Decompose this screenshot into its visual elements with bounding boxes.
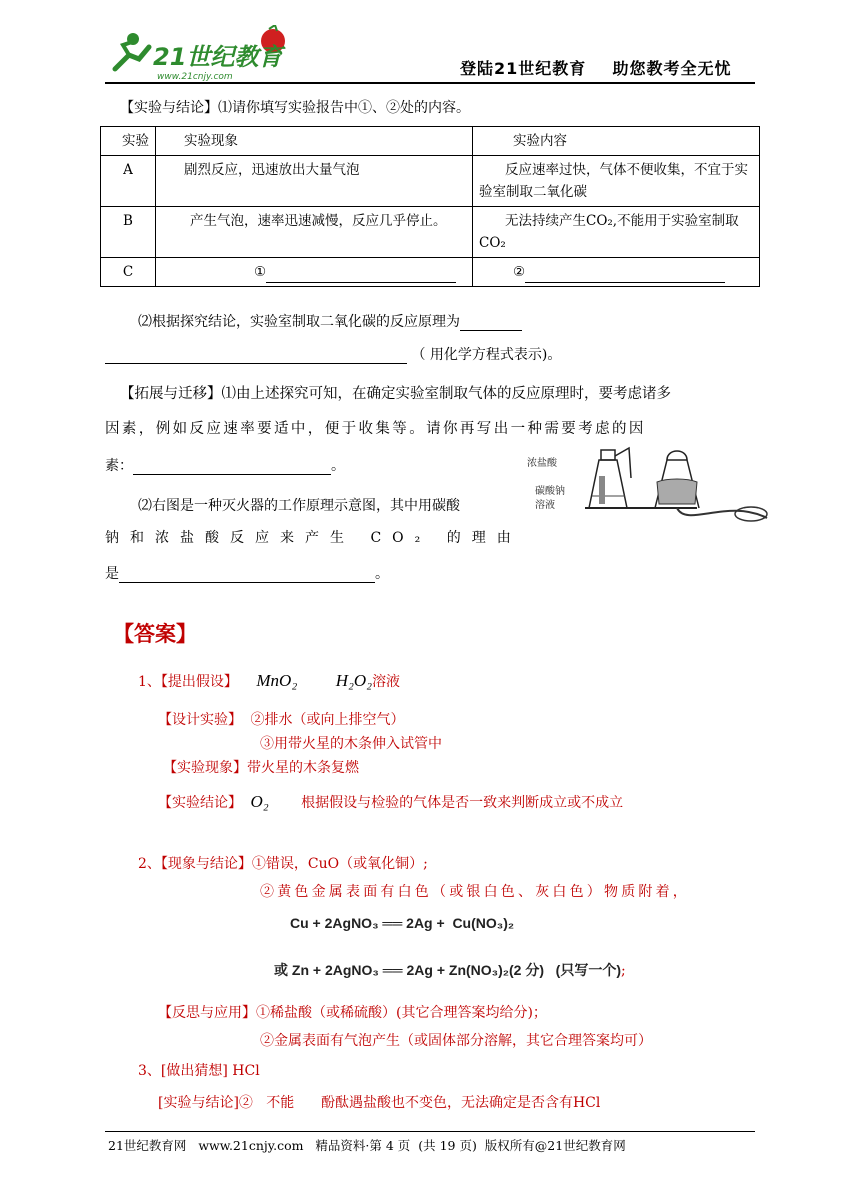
experiment-intro: 【实验与结论】⑴请你填写实验报告中①、②处的内容。 (120, 100, 470, 116)
header-cell: 实验 (101, 127, 156, 156)
extension-line-1: 【拓展与迁移】⑴由上述探究可知，在确定实验室制取气体的反应原理时，要考虑诸多 (120, 386, 671, 402)
extension-line-6-prefix: 是 (105, 566, 119, 582)
answer-blank-5[interactable] (133, 474, 331, 475)
logo-url: www.21cnjy.com (157, 72, 233, 82)
answer-1-label: 1、【提出假设】 (138, 674, 238, 690)
h2o2-formula: H₂O₂ (335, 671, 373, 690)
o2-formula: O₂ (250, 792, 269, 811)
page-footer: 21世纪教育网 www.21cnjy.com 精品资料·第 4 页 (共 19 页) 版权所有@21世纪教育网 (108, 1138, 626, 1153)
answer-2-label: 2、【现象与结论】 (138, 856, 252, 872)
equation-tail: ; (621, 963, 626, 979)
answer-title: 【答案】 (113, 622, 197, 646)
header-divider (105, 82, 755, 84)
reflection-label: 【反思与应用】 (158, 1005, 256, 1021)
answer-blank-2[interactable] (525, 282, 725, 283)
figure-label: 溶液 (535, 500, 555, 511)
equation-cu: Cu + 2AgNO₃ ══ 2Ag + Cu(NO₃)₂ (290, 915, 515, 931)
row-id: C (101, 258, 156, 287)
header-cell: 实验现象 (156, 127, 473, 156)
extinguisher-diagram (527, 438, 777, 538)
answer-blank-1[interactable] (266, 282, 456, 283)
extension-line-4: ⑵右图是一种灭火器的工作原理示意图，其中用碳酸 (138, 498, 460, 514)
extension-line-5: 钠和浓盐酸反应来产生 CO₂ 的理由 (105, 530, 522, 546)
logo-text: 21世纪教育 (153, 43, 283, 71)
answer-3: 3、[做出猜想] HCl (138, 1063, 260, 1079)
extension-line-3-suffix: 。 (331, 458, 345, 474)
figure-label: 碳酸钠 (535, 486, 565, 497)
table-row (101, 156, 760, 207)
answer-blank-3[interactable] (460, 330, 522, 331)
equation-zn: 或 Zn + 2AgNO₃ ══ 2Ag + Zn(NO₃)₂(2 分) (只写一个) (274, 962, 622, 978)
answer-2-part-1: ①错误，CuO（或氧化铜）; (251, 856, 428, 872)
conclusion-answer: 根据假设与检验的气体是否一致来判断成立或不成立 (301, 795, 624, 811)
figure-label: 浓盐酸 (527, 458, 557, 469)
question-2-text: ⑵根据探究结论，实验室制取二氧化碳的反应原理为 (138, 314, 460, 330)
row-id: A (101, 156, 156, 207)
blank-marker-1: ① (254, 264, 267, 280)
table-row (101, 207, 760, 258)
question-2-suffix: （ 用化学方程式表示)。 (411, 347, 562, 363)
answer-blank-4[interactable] (105, 363, 407, 364)
footer-divider (105, 1131, 755, 1132)
row-id: B (101, 207, 156, 258)
answer-2-part-2: ②黄色金属表面有白色（或银白色、灰白色）物质附着， (260, 884, 690, 900)
header-slogan: 登陆21世纪教育 助您教考全无忧 (460, 59, 732, 78)
phenomenon-label: 【实验现象】 (163, 760, 247, 776)
table-row (101, 258, 760, 287)
design-label: 【设计实验】 (158, 712, 242, 728)
question-2 (138, 311, 522, 331)
conclusion-label: 【实验结论】 (158, 795, 242, 811)
solution-text: 溶液 (372, 674, 401, 690)
phenomenon-answer: 带火星的木条复燃 (247, 760, 359, 776)
row-content: 无法持续产生CO₂,不能用于实验室制取CO₂ (473, 207, 760, 258)
design-answer-1: ②排水（或向上排空气） (250, 712, 405, 728)
mno2-formula: MnO₂ (256, 671, 298, 690)
experiment-table (100, 126, 760, 287)
row-phenomenon: 剧烈反应，迅速放出大量气泡 (156, 156, 473, 207)
extension-line-6-suffix: 。 (375, 566, 389, 582)
reflection-answer-2: ②金属表面有气泡产生（或固体部分溶解，其它合理答案均可） (260, 1033, 652, 1049)
blank-marker-2: ② (513, 264, 526, 280)
site-logo (105, 25, 305, 83)
row-phenomenon: 产生气泡，速率迅速减慢，反应几乎停止。 (156, 207, 473, 258)
header-cell: 实验内容 (473, 127, 760, 156)
row-content: 反应速率过快，气体不便收集，不宜于实验室制取二氧化碳 (473, 156, 760, 207)
table-header-row (101, 127, 760, 156)
answer-3-conclusion: [实验与结论]② 不能 酚酞遇盐酸也不变色，无法确定是否含有HCl (158, 1095, 601, 1111)
answer-blank-6[interactable] (119, 582, 375, 583)
reflection-answer-1: ①稀盐酸（或稀硫酸）(其它合理答案均给分)； (256, 1005, 547, 1021)
answer-1 (138, 671, 400, 691)
runner-logo-icon (105, 25, 305, 83)
extension-line-3-prefix: 素： (105, 458, 133, 474)
extension-line-2: 因素，例如反应速率要适中，便于收集等。请你再写出一种需要考虑的因 (105, 421, 646, 437)
design-answer-2: ③用带火星的木条伸入试管中 (260, 736, 442, 752)
